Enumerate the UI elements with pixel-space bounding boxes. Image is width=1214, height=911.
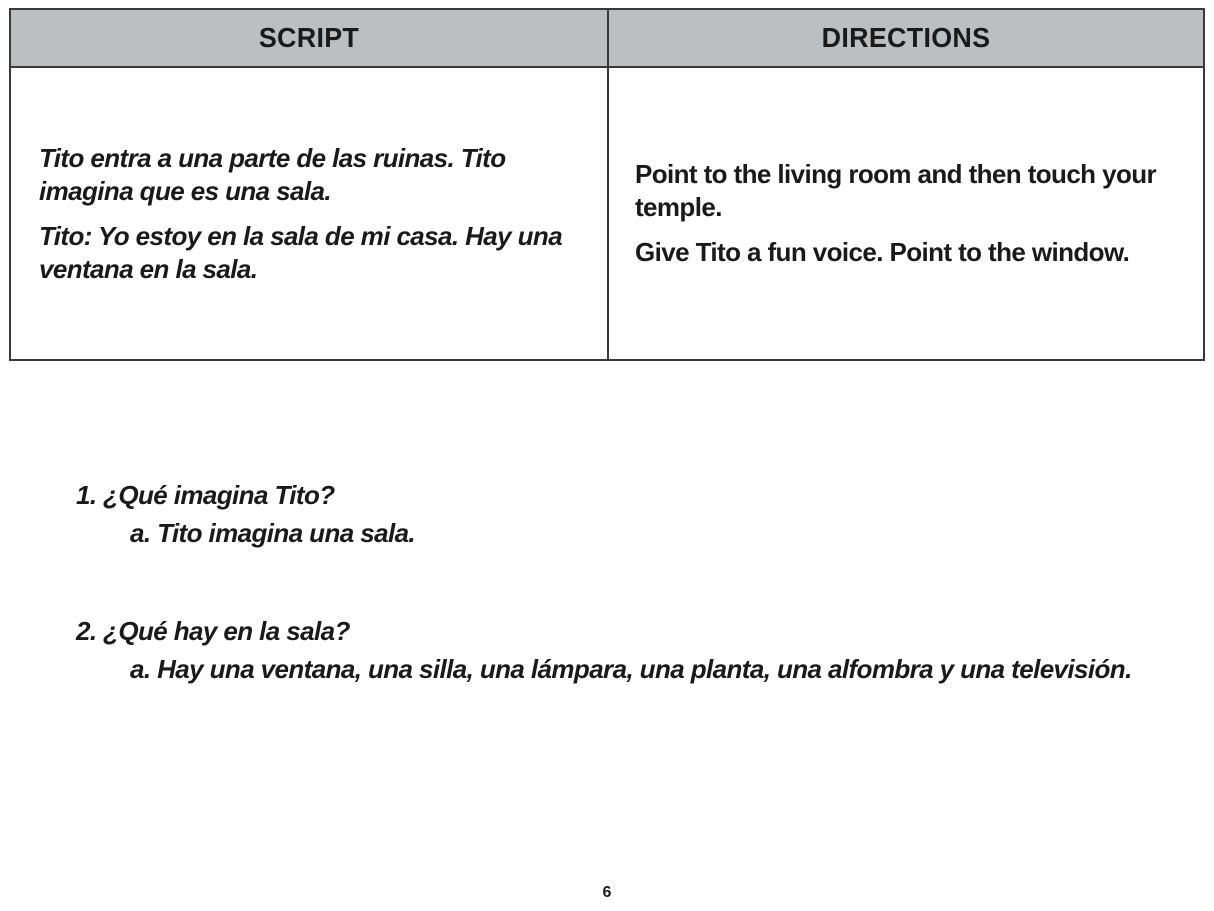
script-cell xyxy=(39,68,599,359)
script-paragraph: Tito entra a una parte de las ruinas. Tito imagina que es una sala. xyxy=(39,142,506,206)
directions-cell xyxy=(635,68,1195,359)
column-divider xyxy=(607,10,609,359)
script-paragraph: Tito: Yo estoy en la sala de mi casa. Hay una ventana en la sala. xyxy=(39,220,563,284)
directions-paragraph: Give Tito a fun voice. Point to the window. xyxy=(635,237,1130,267)
page-number: 6 xyxy=(602,884,612,901)
answer-1: a. Tito imagina una sala. xyxy=(130,518,416,548)
directions-paragraph: Point to the living room and then touch your temple. xyxy=(635,159,1157,222)
script-directions-table xyxy=(9,8,1205,361)
directions-column-header: DIRECTIONS xyxy=(821,22,991,53)
comprehension-questions xyxy=(76,476,1176,688)
answer-2: a. Hay una ventana, una silla, una lámpara, una planta, una alfombra y una televisión. xyxy=(130,654,1132,684)
question-1: 1. ¿Qué imagina Tito? xyxy=(76,480,335,510)
question-2: 2. ¿Qué hay en la sala? xyxy=(76,616,350,646)
script-column-header: SCRIPT xyxy=(258,22,360,53)
